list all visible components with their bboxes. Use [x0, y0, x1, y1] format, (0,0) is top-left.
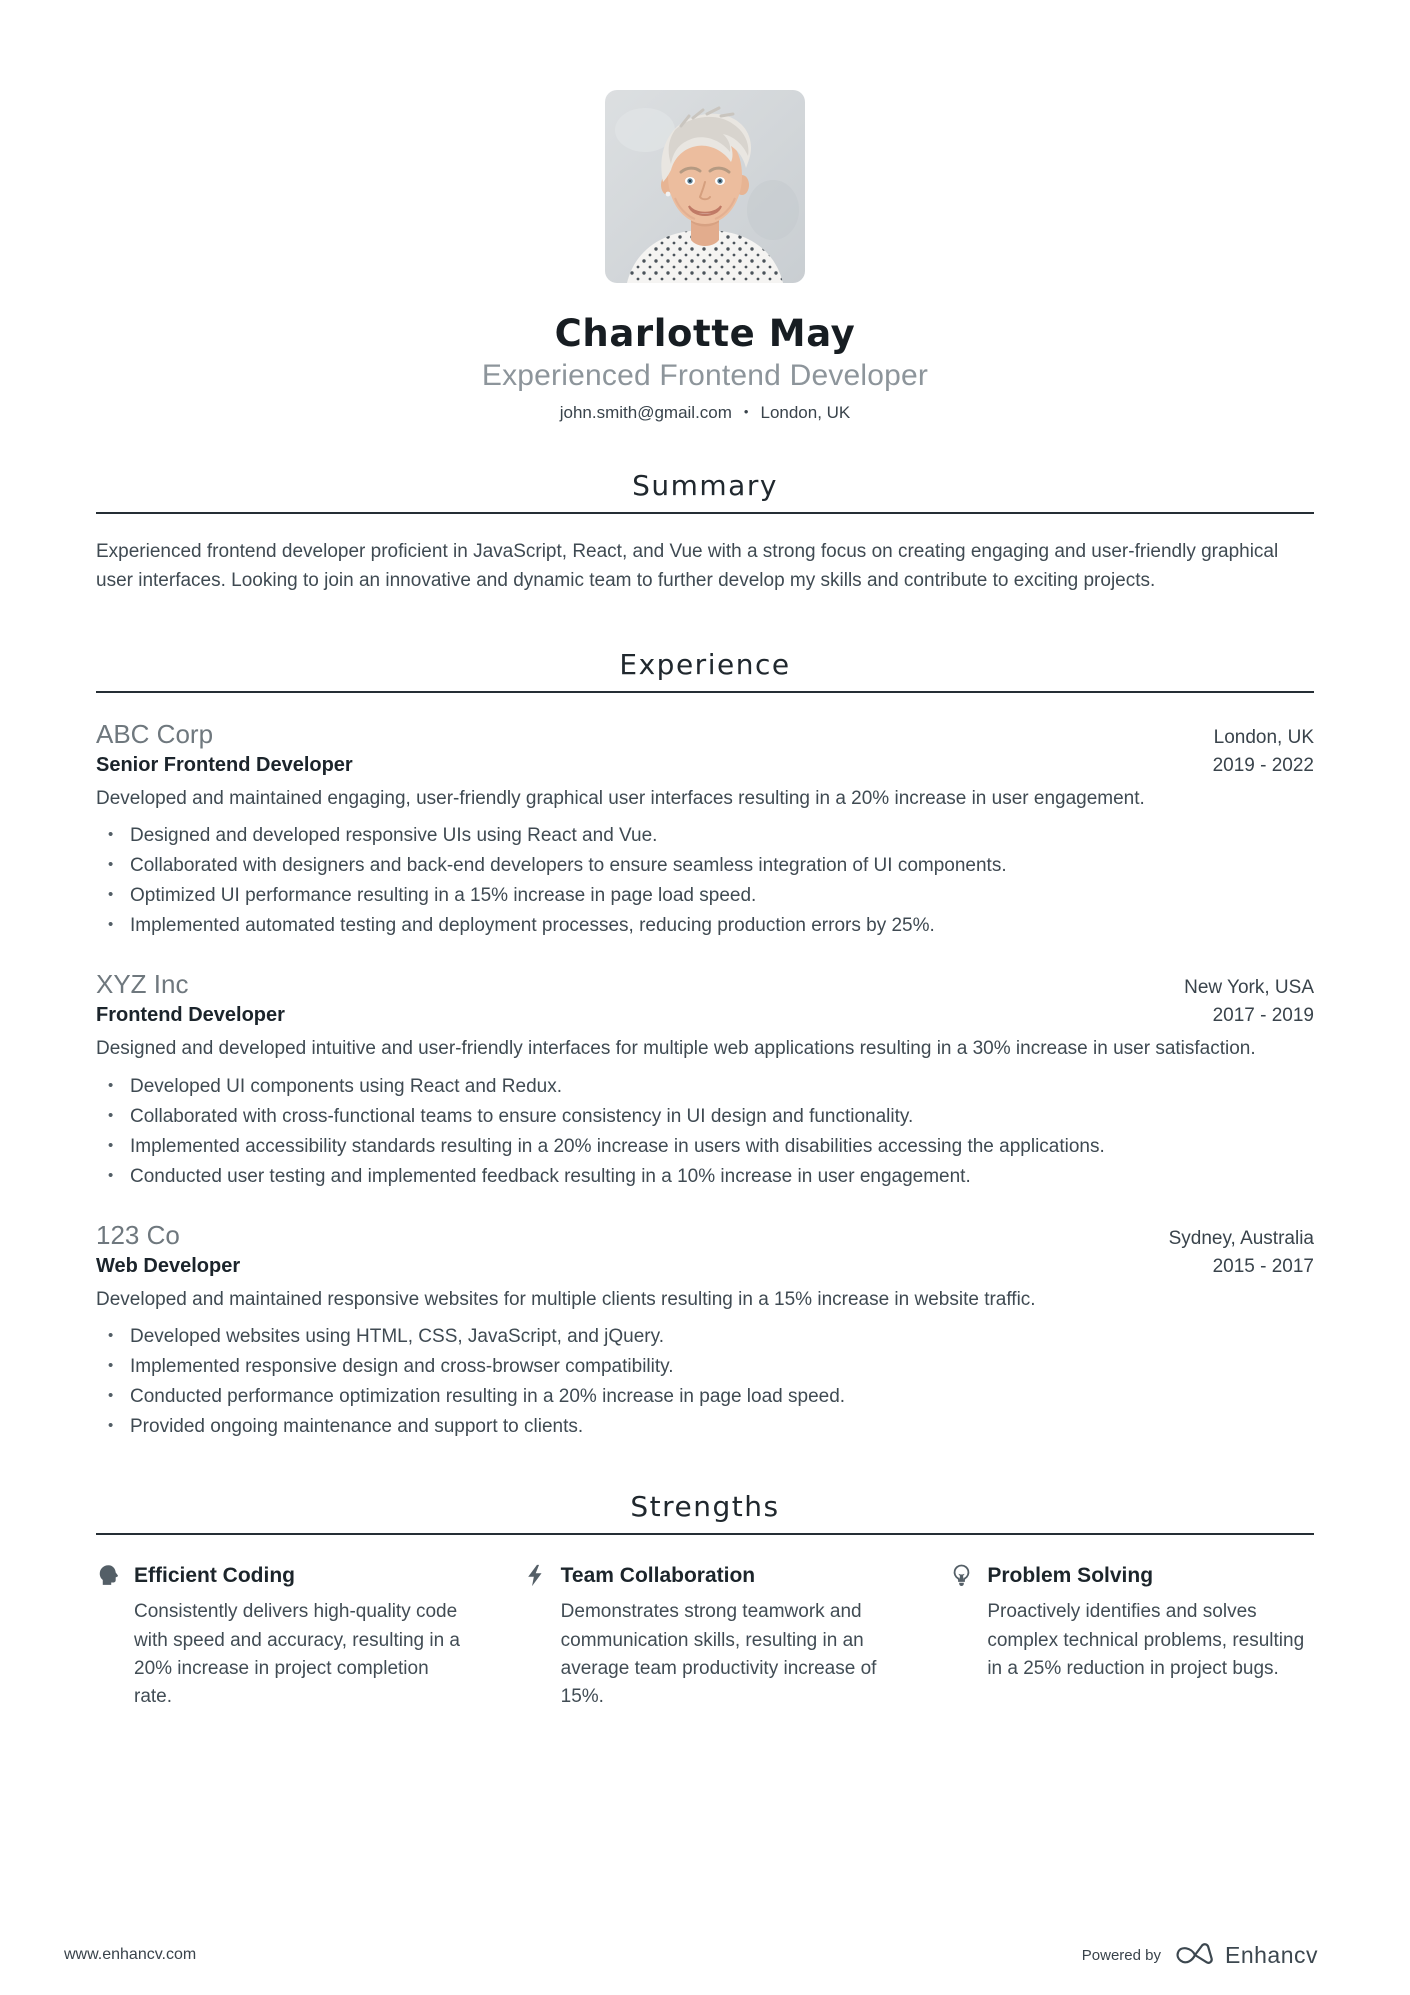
- experience-heading: Experience: [619, 647, 791, 681]
- website-link[interactable]: www.enhancv.com: [64, 1946, 197, 1963]
- person-name: Charlotte May: [554, 312, 856, 355]
- strength-text: Demonstrates strong teamwork and communication skills, resulting in an average team productivity increase of 15%.: [560, 1601, 877, 1707]
- company-name: ABC Corp: [96, 718, 214, 749]
- page-footer: [64, 1941, 1318, 1969]
- strengths-section: [96, 1490, 1314, 1710]
- brand-lockup: [1173, 1941, 1318, 1969]
- job-bullet: • Developed UI components using React and Redux.: [130, 1072, 1314, 1102]
- job-role-row: [96, 754, 1314, 777]
- summary-text: Experienced frontend developer proficient in JavaScript, React, and Vue with a strong focus on creating engaging and user-friendly graphical user interfaces. Looking to join an innovative and dynamic team to further develop my skills and contribute to exciting projects.: [96, 541, 1279, 591]
- job-bullet-list: [96, 821, 1314, 941]
- strength-header: [949, 1563, 1314, 1588]
- job-bullet: • Conducted user testing and implemented feedback resulting in a 10% increase in user engagement.: [130, 1162, 1314, 1192]
- job-entry-abc-corp: [96, 719, 1314, 942]
- job-bullet-list: [96, 1072, 1314, 1192]
- job-role: Frontend Developer: [96, 1004, 285, 1027]
- job-bullet: • Conducted performance optimization resulting in a 20% increase in page load speed.: [130, 1382, 1314, 1412]
- strength-text: Consistently delivers high-quality code with speed and accuracy, resulting in a 20% increase in project completion rate.: [134, 1601, 460, 1707]
- summary-heading: Summary: [632, 469, 778, 502]
- job-company-row: [96, 719, 1314, 750]
- job-company-row: [96, 1220, 1314, 1251]
- strength-title: Team Collaboration: [560, 1563, 756, 1587]
- resume-header: [96, 0, 1314, 423]
- profile-photo: [605, 90, 805, 283]
- job-dates: 2015 - 2017: [1212, 1255, 1314, 1277]
- job-bullet: • Provided ongoing maintenance and support to clients.: [130, 1412, 1314, 1442]
- enhancv-logo-icon: [1173, 1941, 1217, 1969]
- job-bullet: • Designed and developed responsive UIs using React and Vue.: [130, 821, 1314, 851]
- job-entry-123-co: [96, 1220, 1314, 1443]
- job-bullet: • Implemented accessibility standards resulting in a 20% increase in users with disabilities accessing the applications.: [130, 1132, 1314, 1162]
- contact-line: [96, 403, 1314, 423]
- lightbulb-icon: [949, 1563, 974, 1588]
- strength-problem-solving: [949, 1563, 1314, 1710]
- job-description: Designed and developed intuitive and user-friendly interfaces for multiple web applications resulting in a 30% increase in user satisfaction.: [96, 1038, 1256, 1060]
- location-text: London, UK: [760, 403, 851, 422]
- job-role: Senior Frontend Developer: [96, 753, 353, 776]
- section-divider: [96, 512, 1314, 514]
- job-description: Developed and maintained responsive websites for multiple clients resulting in a 15% increase in website traffic.: [96, 1288, 1036, 1310]
- job-bullet: • Collaborated with cross-functional teams to ensure consistency in UI design and functionality.: [130, 1102, 1314, 1132]
- job-bullet: • Implemented automated testing and deployment processes, reducing production errors by 25%.: [130, 911, 1314, 941]
- company-name: 123 Co: [96, 1219, 180, 1250]
- lightning-icon: [523, 1563, 548, 1588]
- section-divider: [96, 1533, 1314, 1535]
- summary-section: [96, 469, 1314, 596]
- job-dates: 2017 - 2019: [1212, 1005, 1314, 1027]
- strengths-heading: Strengths: [630, 1490, 780, 1524]
- job-dates: 2019 - 2022: [1212, 754, 1314, 776]
- strengths-grid: [96, 1563, 1314, 1710]
- strength-efficient-coding: [96, 1563, 461, 1710]
- job-location: Sydney, Australia: [1168, 1227, 1314, 1249]
- section-divider: [96, 691, 1314, 693]
- person-title: Experienced Frontend Developer: [481, 359, 929, 392]
- experience-section: [96, 648, 1314, 1443]
- job-role-row: [96, 1255, 1314, 1278]
- brand-name: Enhancv: [1224, 1941, 1318, 1968]
- company-name: XYZ Inc: [96, 969, 189, 1000]
- strength-title: Problem Solving: [987, 1563, 1154, 1587]
- job-list: [96, 719, 1314, 1443]
- email-text[interactable]: john.smith@gmail.com: [559, 403, 732, 422]
- job-bullet: • Developed websites using HTML, CSS, JavaScript, and jQuery.: [130, 1322, 1314, 1352]
- strength-text: Proactively identifies and solves complex technical problems, resulting in a 25% reduction in project bugs.: [987, 1601, 1305, 1679]
- job-role-row: [96, 1004, 1314, 1027]
- profile-photo-illustration: [605, 90, 805, 283]
- powered-by-block[interactable]: [1082, 1941, 1318, 1969]
- strength-header: [523, 1563, 888, 1588]
- contact-separator-dot: •: [743, 404, 749, 419]
- job-bullet: • Implemented responsive design and cross-browser compatibility.: [130, 1352, 1314, 1382]
- job-bullet-list: [96, 1322, 1314, 1442]
- head-icon: [96, 1563, 121, 1588]
- job-bullet: • Optimized UI performance resulting in a 15% increase in page load speed.: [130, 881, 1314, 911]
- strength-team-collaboration: [523, 1563, 888, 1710]
- strength-title: Efficient Coding: [134, 1563, 295, 1587]
- job-bullet: • Collaborated with designers and back-end developers to ensure seamless integration of UI components.: [130, 851, 1314, 881]
- job-company-row: [96, 969, 1314, 1000]
- job-location: London, UK: [1213, 726, 1314, 748]
- job-location: New York, USA: [1184, 977, 1314, 999]
- strength-header: [96, 1563, 461, 1588]
- job-entry-xyz-inc: [96, 969, 1314, 1192]
- job-role: Web Developer: [96, 1254, 241, 1277]
- job-description: Developed and maintained engaging, user-friendly graphical user interfaces resulting in a 20% increase in user engagement.: [96, 787, 1145, 809]
- powered-by-label: Powered by: [1081, 1946, 1161, 1964]
